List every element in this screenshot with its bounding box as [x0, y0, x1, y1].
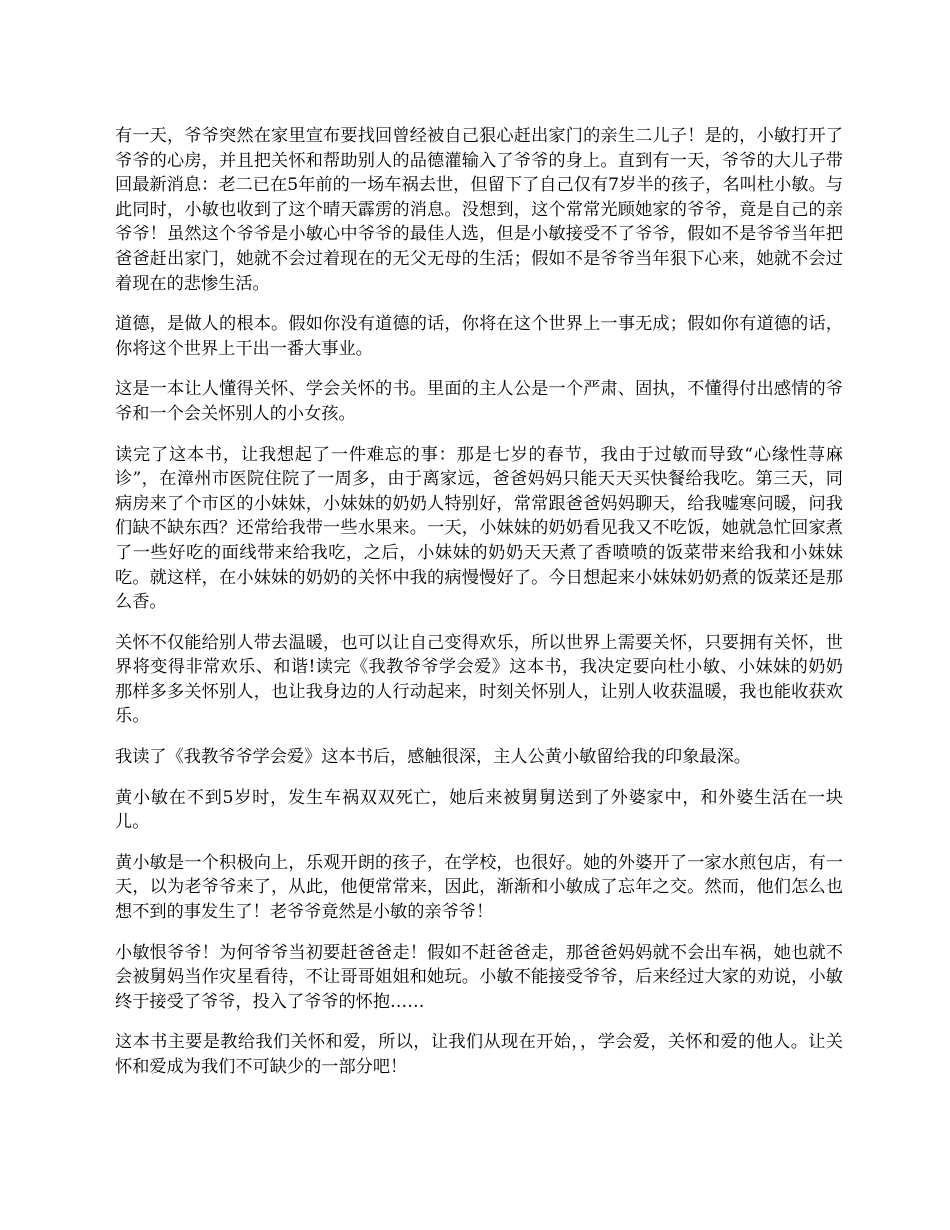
paragraph-6: 我读了《我教爷爷学会爱》这本书后，感触很深，主人公黄小敏留给我的印象最深。 [115, 747, 751, 768]
paragraph-2: 道德，是做人的根本。假如你没有道德的话，你将在这个世界上一事无成；假如你有道德的话，你将这个世界上干出一番大事业。 [115, 314, 843, 359]
paragraph-3: 这是一本让人懂得关怀、学会关怀的书。里面的主人公是一个严肃、固执，不懂得付出感情的爷爷和一个会关怀别人的小女孩。 [115, 379, 843, 424]
paragraph-10: 这本书主要是教给我们关怀和爱，所以，让我们从现在开始，，学会爱，关怀和爱的他人。让关怀和爱成为我们不可缺少的一部分吧！ [115, 1032, 843, 1077]
paragraph-4: 读完了这本书，让我想起了一件难忘的事：那是七岁的春节，我由于过敏而导致“心缘性荨麻诊”，在漳州市医院住院了一周多，由于离家远，爸爸妈妈只能天天买快餐给我吃。第三天，同病房来了个市区的小妹妹，小妹妹的奶奶人特别好，常常跟爸爸妈妈聊天，给我嘘寒问暖，问我们缺不缺东西？还常给我带一些水果来。一天，小妹妹的奶奶看见我又不吃饭，她就急忙回家煮了一些好吃的面线带来给我吃，之后，小妹妹的奶奶天天煮了香喷喷的饭菜带来给我和小妹妹吃。就这样，在小妹妹的奶奶的关怀中我的病慢慢好了。今日想起来小妹妹奶奶煮的饭菜还是那么香。 [115, 444, 843, 613]
paragraph-1: 有一天，爷爷突然在家里宣布要找回曾经被自己狠心赶出家门的亲生二儿子！是的，小敏打开了爷爷的心房，并且把关怀和帮助别人的品德灌输入了爷爷的身上。直到有一天，爷爷的大儿子带回最新消息：老二已在5年前的一场车祸去世，但留下了自己仅有7岁半的孩子，名叫杜小敏。与此同时，小敏也收到了这个晴天霹雳的消息。没想到，这个常常光顾她家的爷爷，竟是自己的亲爷爷！虽然这个爷爷是小敏心中爷爷的最佳人选，但是小敏接受不了爷爷，假如不是爷爷当年把爸爸赶出家门，她就不会过着现在的无父无母的生活；假如不是爷爷当年狠下心来，她就不会过着现在的悲惨生活。 [115, 126, 843, 294]
paragraph-7: 黄小敏在不到5岁时，发生车祸双双死亡，她后来被舅舅送到了外婆家中，和外婆生活在一块儿。 [115, 787, 843, 833]
document-body [115, 124, 843, 1096]
paragraph-5: 关怀不仅能给别人带去温暖，也可以让自己变得欢乐，所以世界上需要关怀，只要拥有关怀，世界将变得非常欢乐、和谐!读完《我教爷爷学会爱》这本书，我决定要向杜小敏、小妹妹的奶奶那样多多关怀别人，也让我身边的人行动起来，时刻关怀别人，让别人收获温暖，我也能收获欢乐。 [115, 632, 843, 727]
paragraph-8: 黄小敏是一个积极向上，乐观开朗的孩子，在学校，也很好。她的外婆开了一家水煎包店，有一天，以为老爷爷来了，从此，他便常常来，因此，渐渐和小敏成了忘年之交。然而，他们怎么也想不到的事发生了！老爷爷竟然是小敏的亲爷爷！ [115, 852, 843, 923]
paragraph-9: 小敏恨爷爷！为何爷爷当初要赶爸爸走！假如不赶爸爸走，那爸爸妈妈就不会出车祸，她也就不会被舅妈当作灾星看待，不让哥哥姐姐和她玩。小敏不能接受爷爷，后来经过大家的劝说，小敏终于接受了爷爷，投入了爷爷的怀抱…… [115, 942, 843, 1012]
